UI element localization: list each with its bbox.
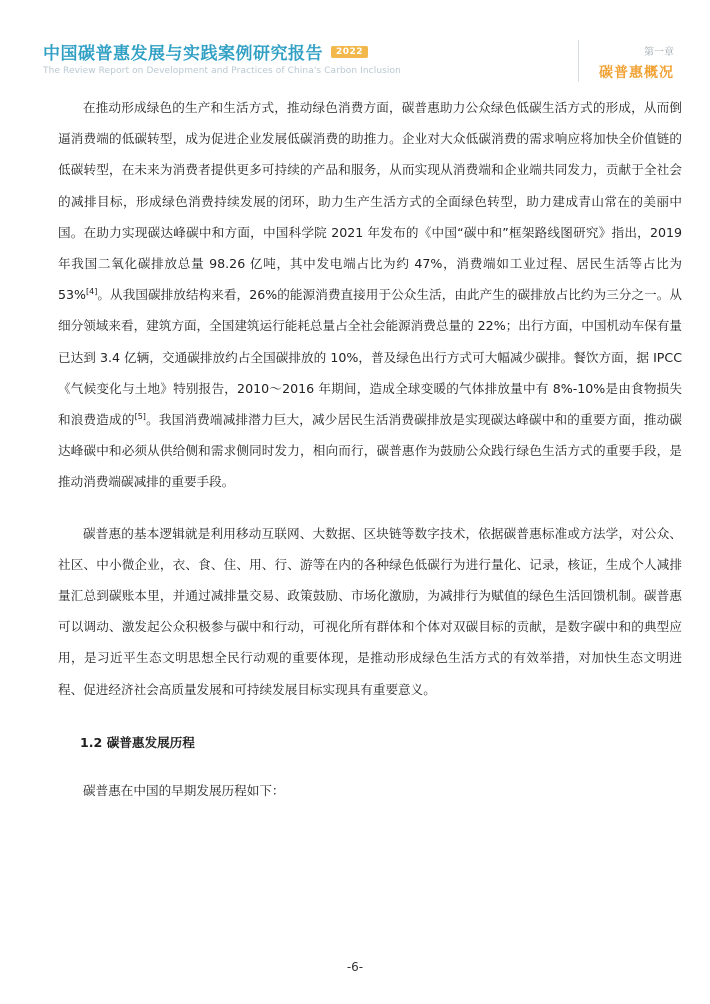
paragraph-1-part-3: 。我国消费端减排潜力巨大，减少居民生活消费碳排放是实现碳达峰碳中和的重要方面，推动碳达峰碳中和必须从供给侧和需求侧同时发力，相向而行，碳普惠作为鼓励公众践行绿色生活方式的重要手段，是推动消费端碳减排的重要手段。 (58, 412, 683, 490)
report-subtitle: The Review Report on Development and Practices of China's Carbon Inclusion (43, 66, 401, 76)
reference-5[interactable]: [5] (134, 411, 146, 421)
page-number: -6- (346, 960, 364, 974)
body-paragraph-2: 碳普惠的基本逻辑就是利用移动互联网、大数据、区块链等数字技术，依据碳普惠标准或方法学，对公众、社区、中小微企业，衣、食、住、用、行、游等在内的各种绿色低碳行为进行量化、记录，核证，生成个人减排量汇总到碳账本里，并通过减排量交易、政策鼓励、市场化激励，为减排行为赋值的绿色生活回馈机制。碳普惠可以调动、激发起公众积极参与碳中和行动，可视化所有群体和个体对双碳目标的贡献，是数字碳中和的典型应用，是习近平生态文明思想全民行动观的重要体现，是推动形成绿色生活方式的有效举措，对加快生态文明进程、促进经济社会高质量发展和可持续发展目标实现具有重要意义。 (58, 525, 682, 697)
reference-4[interactable]: [4] (86, 287, 98, 297)
main-content (58, 92, 682, 806)
year-badge: 2022 (331, 46, 368, 58)
header-divider (578, 40, 579, 82)
body-paragraph-1 (58, 92, 682, 498)
paragraph-1-part-1: 在推动形成绿色的生产和生活方式，推动绿色消费方面，碳普惠助力公众绿色低碳生活方式的形成，从而倒逼消费端的低碳转型，成为促进企业发展低碳消费的助推力。企业对大众低碳消费的需求响应将加快全价值链的低碳转型，在未来为消费者提供更多可持续的产品和服务，从而实现从消费端和企业端共同发力，贡献于全社会的减排目标，形成绿色消费持续发展的闭环，助力生产生活方式的全面绿色转型，助力建成青山常在的美丽中国。在助力实现碳达峰碳中和方面，中国科学院 2021 年发布的《中国“碳中和”框架路线图研究》指出，2019 年我国二氧化碳排放总量 98.26 亿吨，其中发电端占比为约 47%，消费端如工业过程、居民生活等占比为 53% (58, 100, 682, 303)
report-title-text: 中国碳普惠发展与实践案例研究报告 (43, 44, 323, 64)
chapter-label: 第一章 (644, 47, 674, 58)
body-paragraph-3: 碳普惠在中国的早期发展历程如下： (83, 782, 285, 798)
chapter-name: 碳普惠概况 (599, 65, 674, 81)
page-header (0, 0, 710, 88)
report-title (43, 39, 368, 64)
section-heading: 1.2 碳普惠发展历程 (80, 734, 195, 750)
paragraph-1-part-2: 。从我国碳排放结构来看，26%的能源消费直接用于公众生活，由此产生的碳排放占比约为三分之一。从细分领域来看，建筑方面，全国建筑运行能耗总量占全社会能源消费总量的 22%；出行方面，中国机动车保有量已达到 3.4 亿辆，交通碳排放约占全国碳排放的 10%，普及绿色出行方式可大幅减少碳排。餐饮方面，据 IPCC《气候变化与土地》特别报告，2010～2016 年期间，造成全球变暖的气体排放量中有 8%-10%是由食物损失和浪费造成的 (58, 287, 682, 428)
